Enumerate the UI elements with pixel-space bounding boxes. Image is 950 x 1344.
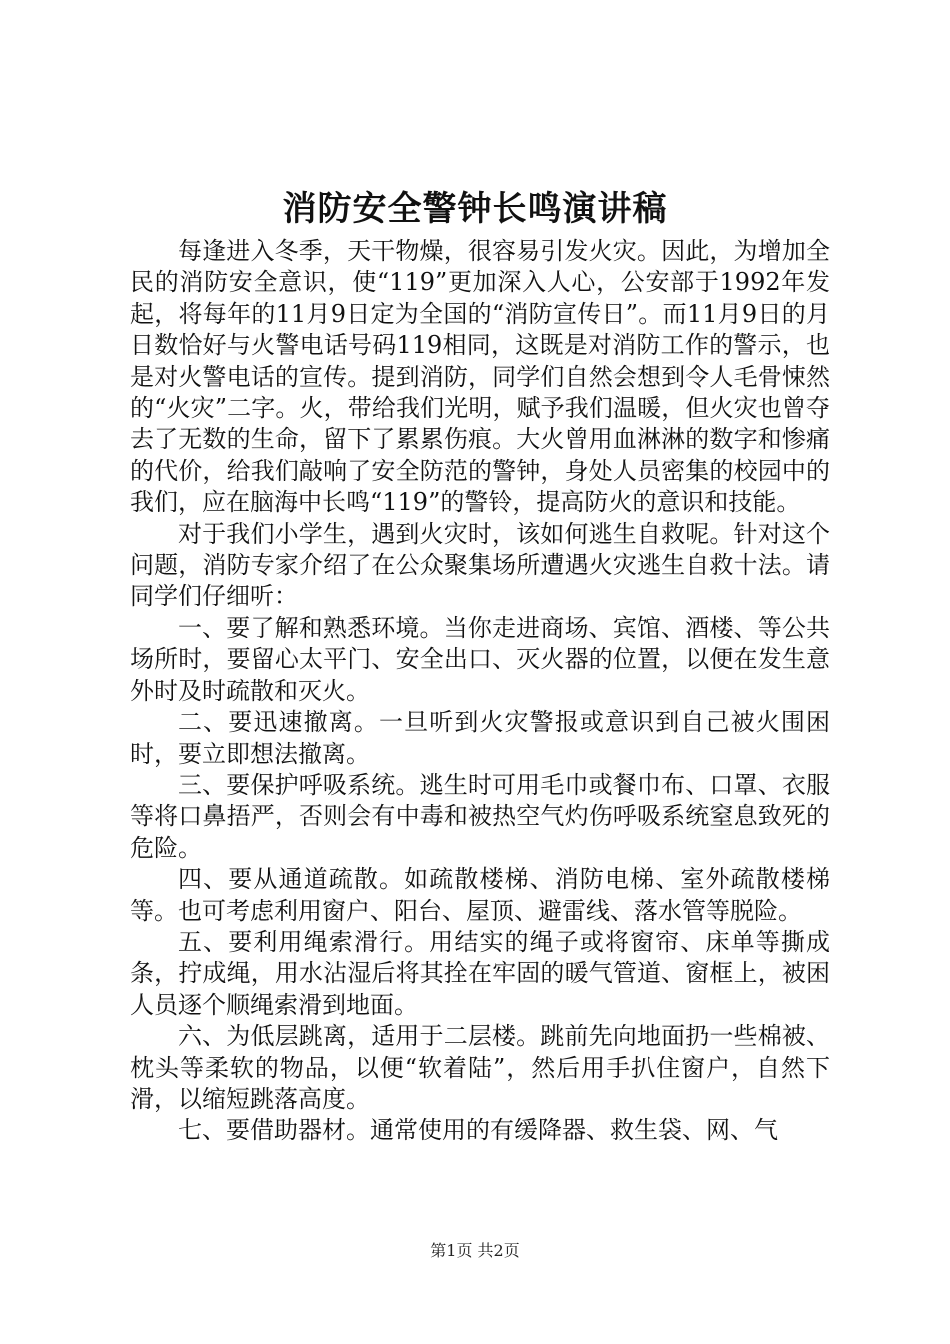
paragraph: 四、要从通道疏散。如疏散楼梯、消防电梯、室外疏散楼梯等。也可考虑利用窗户、阳台、屋顶、避雷线、落水管等脱险。: [130, 865, 830, 925]
paragraph: 二、要迅速撤离。一旦听到火灾警报或意识到自己被火围困时，要立即想法撤离。: [130, 708, 830, 768]
paragraph: 一、要了解和熟悉环境。当你走进商场、宾馆、酒楼、等公共场所时，要留心太平门、安全出口、灭火器的位置，以便在发生意外时及时疏散和灭火。: [130, 613, 830, 705]
paragraph: 七、要借助器材。通常使用的有缓降器、救生袋、网、气: [178, 1116, 778, 1145]
document-body: [130, 236, 830, 1147]
document-title: 消防安全警钟长鸣演讲稿: [282, 189, 668, 229]
paragraph: 每逢进入冬季，天干物燥，很容易引发火灾。因此，为增加全民的消防安全意识，使“119”更加深入人心，公安部于1992年发起，将每年的11月9日定为全国的“消防宣传日”。而11月9日的月日数恰好与火警电话号码119相同，这既是对消防工作的警示，也是对火警电话的宣传。提到消防，同学们自然会想到令人毛骨悚然的“火灾”二字。火，带给我们光明，赋予我们温暖，但火灾也曾夺去了无数的生命，留下了累累伤痕。大火曾用血淋淋的数字和惨痛的代价，给我们敲响了安全防范的警钟，身处人员密集的校园中的我们，应在脑海中长鸣“119”的警铃，提高防火的意识和技能。: [130, 237, 830, 517]
page-number-footer: 第1页 共2页: [430, 1241, 520, 1260]
paragraph: 六、为低层跳离，适用于二层楼。跳前先向地面扔一些棉被、枕头等柔软的物品，以便“软着陆”，然后用手扒住窗户，自然下滑，以缩短跳落高度。: [130, 1022, 830, 1113]
paragraph: 五、要利用绳索滑行。用结实的绳子或将窗帘、床单等撕成条，拧成绳，用水沾湿后将其拴在牢固的暖气管道、窗框上，被困人员逐个顺绳索滑到地面。: [130, 927, 830, 1019]
paragraph: 对于我们小学生，遇到火灾时，该如何逃生自救呢。针对这个问题，消防专家介绍了在公众聚集场所遭遇火灾逃生自救十法。请同学们仔细听：: [130, 519, 830, 611]
paragraph: 三、要保护呼吸系统。逃生时可用毛巾或餐巾布、口罩、衣服等将口鼻捂严，否则会有中毒和被热空气灼伤呼吸系统窒息致死的危险。: [130, 770, 830, 862]
